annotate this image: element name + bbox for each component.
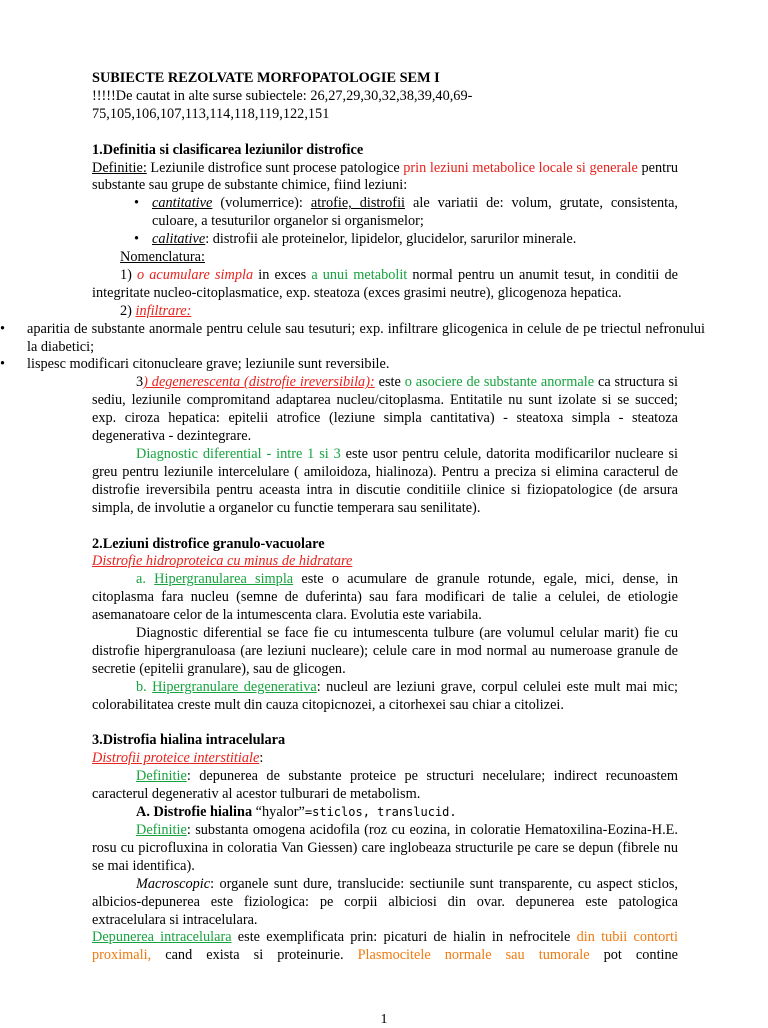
- s2-item-b: b. Hipergranulare degenerativa: nucleul are leziuni grave, corpul celulei este mult mai mic; colorabilitatea creste mult din cauza citopicnozei, a citorhexei sau chiar a citolizei.: [92, 678, 679, 713]
- subtitle-line-2: 75,105,106,107,113,114,118,119,122,151: [92, 105, 330, 122]
- s1-item-2: 2) infiltrare:: [120, 302, 192, 319]
- s1-item-1: 1) o acumulare simpla in exces a unui metabolit normal pentru un anumit tesut, in conditii de integritate nucleo-citoplasmatice, exp. steatoza (exces grasimi neutre), glicogenoza hepatica.: [92, 266, 678, 301]
- s3-definitie-2: Definitie: substanta omogena acidofila (roz cu eozina, in coloratie Hematoxilina-Eozina-H.E. rosu cu picrofluxina in coloratia Van Giessen) care inglobeaza structurile pe care se depun (fibrele nu se mai identifica).: [92, 822, 678, 874]
- s1-item-2-bullet-2: • lispesc modificari citonucleare grave; leziunile sunt reversibile.: [0, 356, 390, 373]
- bullet-icon: •: [134, 195, 140, 212]
- s1-def-label: Definitie:: [92, 159, 147, 176]
- s1-item-3: 3) degenerescenta (distrofie ireversibila): este o asociere de substante anormale ca structura si sediu, leziunile compromitand adaptarea nucleu/citoplasma. Entitatile nu sunt izolate si se succed; exp. ciroza hepatica: epitelii atrofice (leziune simpla cantitativa) - steatoxa simpla - steatoza degenerativa - dezintegrare.: [92, 374, 678, 445]
- s1-diagnostic-diferential: Diagnostic diferential - intre 1 si 3 este usor pentru celule, datorita modificarilor nucleare si greu pentru leziunile intercelulare ( amiloidoza, hialinoza). Pentru a preciza si elimina caracterul de distrofie ireversibila pentru aceasta intra in discutie conditiile clinice si fiziopatologice (de arsura simpla, de involutie a organelor cu functie temperara sau senilitate).: [92, 446, 678, 516]
- bullet-icon: •: [0, 356, 6, 373]
- s2-subheading: Distrofie hidroproteica cu minus de hidratare: [92, 553, 353, 570]
- s3-subheading: Distrofii proteice interstitiale:: [92, 750, 264, 767]
- section-1-heading: 1.Definitia si clasificarea leziunilor distrofice: [92, 141, 364, 158]
- section-3-heading: 3.Distrofia hialina intracelulara: [92, 732, 286, 749]
- s1-bullet-calitative: • calitative: distrofii ale proteinelor, lipidelor, glucidelor, sarurilor minerale.: [134, 231, 577, 248]
- s2-diagnostic: Diagnostic diferential se face fie cu intumescenta tulbure (are volumul celular marit) fie cu distrofie hipergranuloasa (are leziuni nucleare); celule care in mod normal au numeroase granule de secretie (epitelii granulare), sau de glicogen.: [92, 625, 678, 677]
- s1-definition: Definitie: Leziunile distrofice sunt procese patologice prin leziuni metabolice locale si generale pentru substante sau grupe de substante chimice, fiind leziuni:: [92, 159, 678, 194]
- bullet-icon: •: [134, 231, 140, 248]
- s3-depunerea: Depunerea intracelulara este exemplificata prin: picaturi de hialin in nefrocitele din tubii contorti proximali, cand exista si proteinurie. Plasmocitele normale sau tumorale pot contine: [92, 929, 679, 964]
- s1-bullet-cantitative: • cantitative (volumerrice): atrofie, distrofii ale variatii de: volum, grutate, consistenta, culoare, a tesuturilor organelor si organismelor;: [134, 195, 678, 230]
- s1-item-2-bullet-1: • aparitia de substante anormale pentru celule sau tesuturi; exp. infiltrare glicogenica in celule de pe triectul nefronului la diabetici;: [0, 320, 705, 355]
- s3-definitie: Definitie: depunerea de substante proteice pe structuri necelulare; indirect recunoastem caracterul degenerativ al acestor tulburari de metabolism.: [92, 768, 678, 803]
- document-title: SUBIECTE REZOLVATE MORFOPATOLOGIE SEM I: [92, 70, 440, 86]
- s1-nomenclatura: Nomenclatura:: [120, 249, 205, 266]
- document-page: [0, 70, 705, 965]
- s3-macroscopic: Macroscopic: organele sunt dure, translucide: sectiunile sunt transparente, cu aspect sticlos, albicios-depunerea este fiziologica: pe corpii albiciosi din ovar. depunerea este patologica extracelulara si intracelulara.: [92, 875, 678, 928]
- s2-item-a: a. Hipergranularea simpla este o acumulare de granule rotunde, egale, mici, dense, in citoplasma fara nucleu (semne de duferinta) sau fara modificari de talie a celulei, de etiologie asemanatoare celor de la intumescenta clara. Evolutia este variabila.: [92, 571, 679, 624]
- subtitle-line-1: !!!!!De cautat in alte surse subiectele: 26,27,29,30,32,38,39,40,69-: [92, 87, 473, 104]
- section-2-heading: 2.Leziuni distrofice granulo-vacuolare: [92, 535, 325, 552]
- page-number: 1: [380, 1012, 388, 1027]
- s3-distrofie-hialina: A. Distrofie hialina “hyalor”=sticlos, translucid.: [136, 804, 457, 821]
- bullet-icon: •: [0, 320, 6, 337]
